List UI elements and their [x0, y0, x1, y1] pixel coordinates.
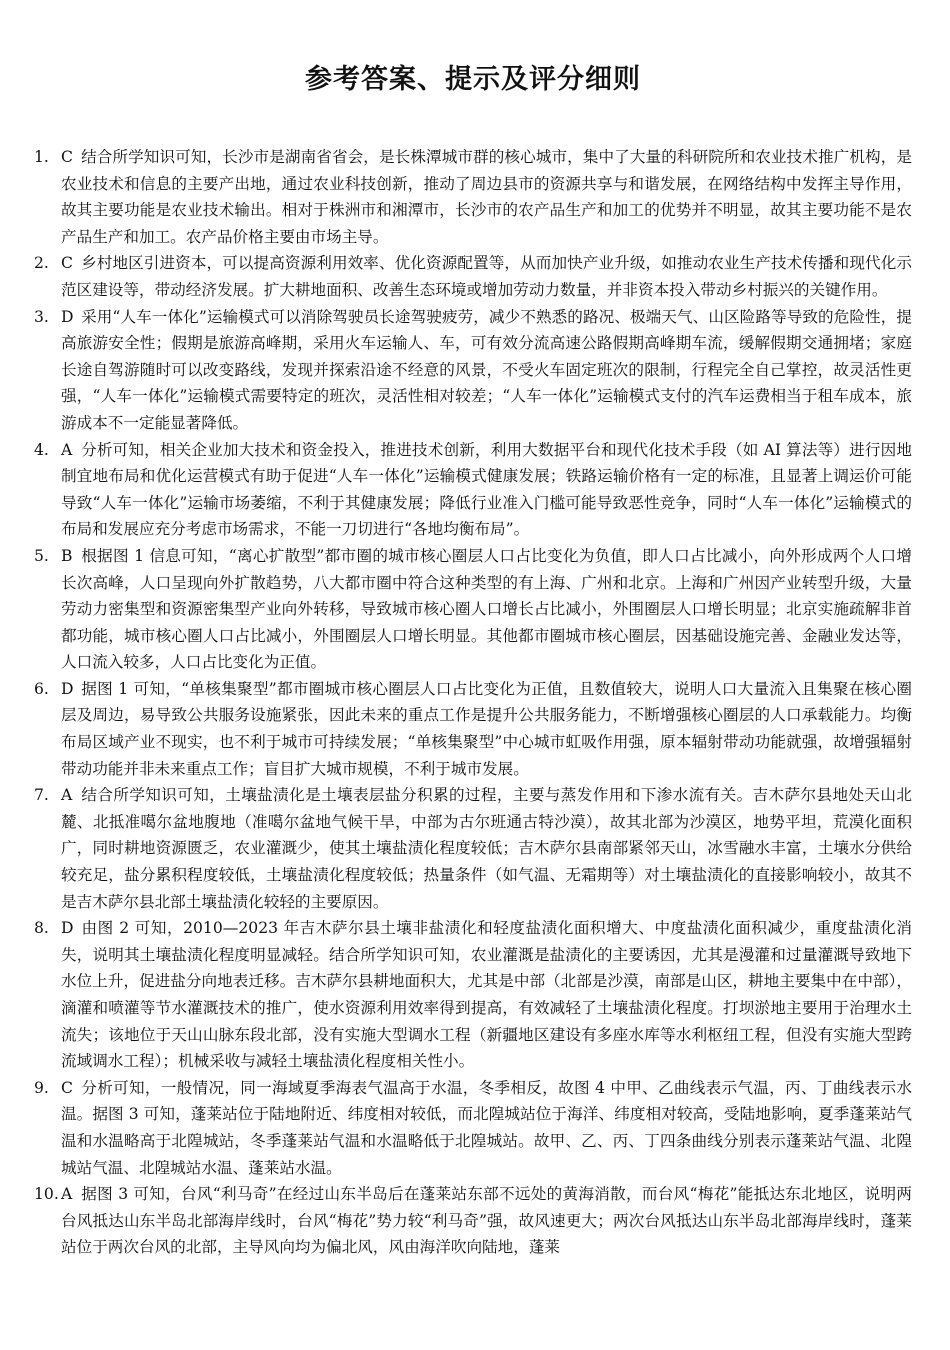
answer-item	[34, 1181, 912, 1261]
answer-key: C	[61, 1078, 73, 1097]
answer-item	[34, 782, 912, 915]
answer-key: D	[61, 679, 74, 698]
answer-number: 5.	[34, 546, 49, 565]
answer-number: 8.	[34, 919, 49, 938]
answer-item	[34, 676, 912, 782]
answer-item	[34, 543, 912, 676]
answer-number: 3.	[34, 307, 49, 326]
answer-number: 6.	[34, 679, 49, 698]
answer-explanation: 据图 1 可知，“单核集聚型”都市圈城市核心圈层人口占比变化为正值，且数值较大，说明人口大量流入且集聚在核心圈层及周边，易导致公共服务设施紧张，因此未来的重点工作是提升公共服务能力，不断增强核心圈层的人口承载能力。均衡布局区域产业不现实，也不利于城市可持续发展；“单核集聚型”中心城市虹吸作用强，原本辐射带动功能就强，故增强辐射带动功能并非未来重点工作；盲目扩大城市规模，不利于城市发展。	[61, 679, 912, 778]
answer-explanation: 采用“人车一体化”运输模式可以消除驾驶员长途驾驶疲劳，减少不熟悉的路况、极端天气、山区险路等导致的危险性，提高旅游安全性；假期是旅游高峰期，采用火车运输人、车，可有效分流高速公路假期高峰期车流，缓解假期交通拥堵；家庭长途自驾游随时可以改变路线，发现并探索沿途不经意的风景，不受火车固定班次的限制，行程完全自己掌控，故灵活性更强，“人车一体化”运输模式需要特定的班次，灵活性相对较差；“人车一体化”运输模式支付的汽车运费相当于租车成本，旅游成本不一定能显著降低。	[61, 307, 912, 432]
answer-explanation: 分析可知，一般情况，同一海域夏季海表气温高于水温，冬季相反，故图 4 中甲、乙曲线表示气温，丙、丁曲线表示水温。据图 3 可知，蓬莱站位于陆地附近、纬度相对较低，而北隍城站位于海洋、纬度相对较高，受陆地影响，夏季蓬莱站气温和水温略高于北隍城站，冬季蓬莱站气温和水温略低于北隍城站。故甲、乙、丙、丁四条曲线分别表示蓬莱站气温、北隍城站气温、北隍城站水温、蓬莱站水温。	[61, 1078, 912, 1177]
answer-key: C	[61, 254, 73, 273]
page-title: 参考答案、提示及评分细则	[305, 64, 641, 95]
answer-key: B	[61, 546, 73, 565]
answer-explanation: 分析可知，相关企业加大技术和资金投入，推进技术创新，利用大数据平台和现代化技术手段（如 AI 算法等）进行因地制宜地布局和优化运营模式有助于促进“人车一体化”运输模式健康发展；铁路运输价格有一定的标准，且显著上调运价可能导致“人车一体化”运输市场萎缩，不利于其健康发展；降低行业准入门槛可能导致恶性竞争，同时“人车一体化”运输模式的布局和发展应充分考虑市场需求，不能一刀切进行“各地均衡布局”。	[61, 440, 912, 539]
answer-key: D	[61, 919, 74, 938]
answer-explanation: 乡村地区引进资本，可以提高资源利用效率、优化资源配置等，从而加快产业升级，如推动农业生产技术传播和现代化示范区建设等，带动经济发展。扩大耕地面积、改善生态环境或增加劳动力数量，并非资本投入带动乡村振兴的关键作用。	[61, 254, 912, 299]
answer-key: A	[61, 440, 73, 459]
answer-key: D	[61, 307, 74, 326]
answer-key: A	[61, 786, 73, 805]
answer-number: 10.	[34, 1185, 59, 1204]
answer-item	[34, 915, 912, 1075]
answer-key: A	[61, 1185, 73, 1204]
answer-explanation: 结合所学知识可知，长沙市是湖南省省会，是长株潭城市群的核心城市，集中了大量的科研院所和农业技术推广机构，是农业技术和信息的主要产出地，通过农业科技创新，推动了周边县市的资源共享与和谐发展，在网络结构中发挥主导作用，故其主要功能是农业技术输出。相对于株洲市和湘潭市，长沙市的农产品生产和加工的优势并不明显，故其主要功能不是农产品生产和加工。农产品价格主要由市场主导。	[61, 148, 912, 246]
answer-key: C	[61, 148, 73, 166]
answer-item	[34, 1075, 912, 1181]
answer-explanation: 根据图 1 信息可知，“离心扩散型”都市圈的城市核心圈层人口占比变化为负值，即人口占比减小，向外形成两个人口增长次高峰，人口呈现向外扩散趋势，八大都市圈中符合这种类型的有上海、广州和北京。上海和广州因产业转型升级，大量劳动力密集型和资源密集型产业向外转移，导致城市核心圈人口增长占比减小，外围圈层人口增长明显；北京实施疏解非首都功能，城市核心圈人口占比减小，外围圈层人口增长明显。其他都市圈城市核心圈层，因基础设施完善、金融业发达等，人口流入较多，人口占比变化为正值。	[61, 546, 912, 672]
answer-number: 9.	[34, 1078, 49, 1097]
answer-number: 4.	[34, 440, 49, 459]
answer-number: 2.	[34, 254, 49, 273]
answer-item	[34, 250, 912, 303]
answer-number: 1.	[34, 148, 49, 166]
answer-item	[34, 144, 912, 250]
answer-item	[34, 304, 912, 437]
answer-explanation: 结合所学知识可知，土壤盐渍化是土壤表层盐分积累的过程，主要与蒸发作用和下渗水流有关。吉木萨尔县地处天山北麓、北抵准噶尔盆地腹地（准噶尔盆地气候干旱，中部为古尔班通古特沙漠），故其北部为沙漠区，地势平坦，荒漠化面积广，同时耕地资源匮乏，农业灌溉少，使其土壤盐渍化程度较低；吉木萨尔县南部紧邻天山，冰雪融水丰富，土壤水分供给较充足，盐分累积程度较低，土壤盐渍化程度较低；热量条件（如气温、无霜期等）对土壤盐渍化的直接影响较小，故其不是吉木萨尔县北部土壤盐渍化较轻的主要原因。	[61, 786, 912, 911]
answer-item	[34, 437, 912, 543]
answer-explanation: 据图 3 可知，台风“利马奇”在经过山东半岛后在蓬莱站东部不远处的黄海消散，而台风“梅花”能抵达东北地区，说明两台风抵达山东半岛北部海岸线时，台风“梅花”势力较“利马奇”强，故风速更大；两次台风抵达山东半岛北部海岸线时，蓬莱站位于两次台风的北部，主导风向均为偏北风，风由海洋吹向陆地，蓬莱	[61, 1185, 912, 1257]
answer-number: 7.	[34, 786, 49, 805]
answer-explanation: 由图 2 可知，2010—2023 年吉木萨尔县土壤非盐渍化和轻度盐渍化面积增大、中度盐渍化面积减少，重度盐渍化消失，说明其土壤盐渍化程度明显减轻。结合所学知识可知，农业灌溉是盐渍化的主要诱因，尤其是漫灌和过量灌溉导致地下水位上升，促进盐分向地表迁移。吉木萨尔县耕地面积大，尤其是中部（北部是沙漠，南部是山区，耕地主要集中在中部），滴灌和喷灌等节水灌溉技术的推广，使水资源利用效率得到提高，有效减轻了土壤盐渍化程度。打坝淤地主要用于治理水土流失；该地位于天山山脉东段北部，没有实施大型调水工程（新疆地区建设有多座水库等水利枢纽工程，但没有实施大型跨流域调水工程）；机械采收与减轻土壤盐渍化程度相关性小。	[61, 919, 912, 1071]
answer-list	[34, 144, 912, 1261]
